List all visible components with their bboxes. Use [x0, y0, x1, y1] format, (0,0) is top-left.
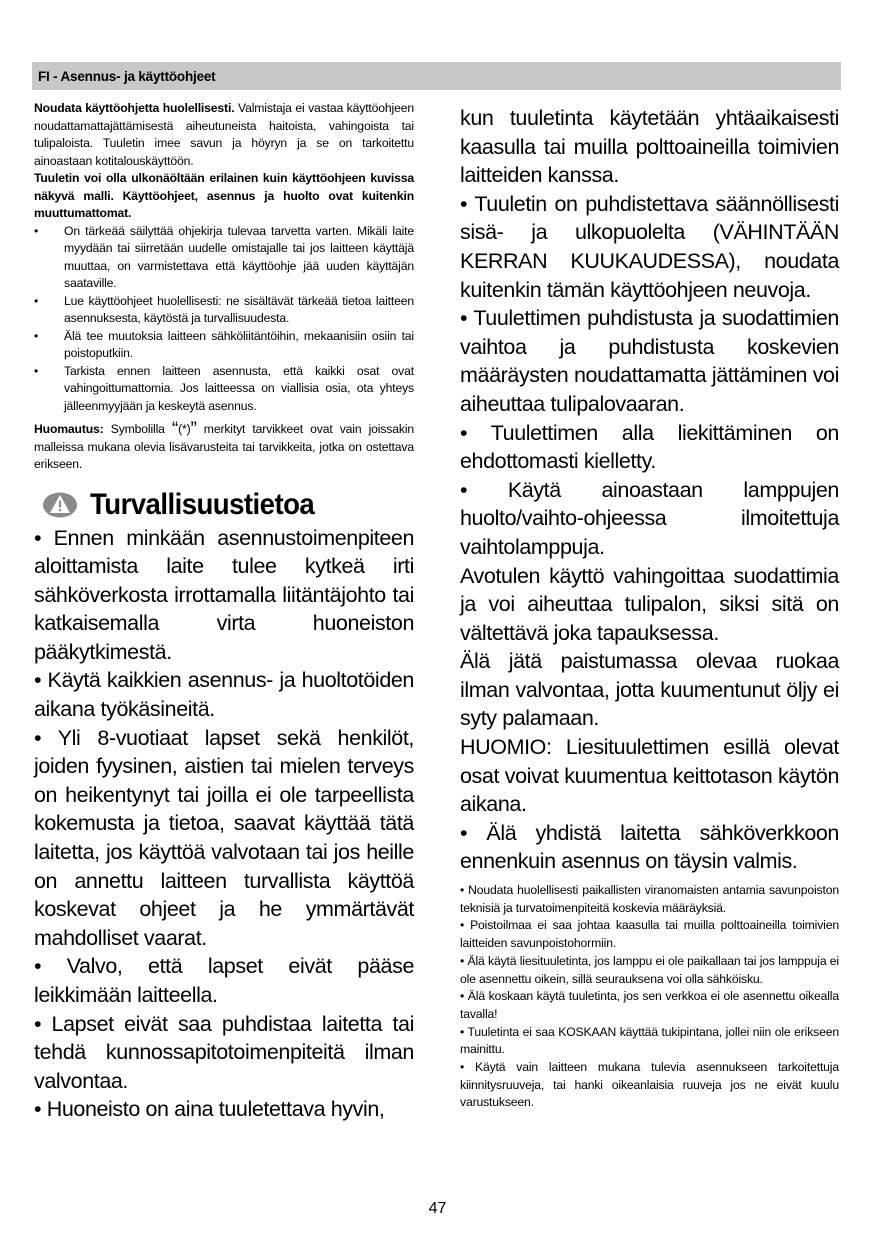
intro-paragraph-1: [34, 100, 414, 170]
note-paragraph: [34, 421, 414, 474]
small-safety-item: • Noudata huolellisesti paikallisten viranomaisten antamia savunpoiston teknisiä ja turvatoimenpiteitä koskevia määräyksiä.: [460, 883, 839, 915]
intro-bullet: [34, 328, 414, 363]
note-quote-close: ”: [190, 419, 197, 440]
safety-paragraph: Älä jätä paistumassa olevaa ruokaa ilman valvontaa, jotta kuumentunut öljy ei syty palamaan.: [460, 649, 839, 731]
small-safety-item: • Älä koskaan käytä tuuletinta, jos sen verkkoa ei ole asennettu oikealla tavalla!: [460, 989, 839, 1021]
safety-paragraph: kun tuuletinta käytetään yhtäaikaisesti kaasulla tai muilla polttoaineilla toimivien laitteiden kanssa.: [460, 106, 839, 188]
intro-p1-bold: Noudata käyttöohjetta huolellisesti.: [34, 101, 235, 115]
intro-paragraph-2: [34, 170, 414, 223]
intro-bullet-text: Tarkista ennen laitteen asennusta, että kaikki osat ovat vahingoittumattomia. Jos laitteessa on viallisia osia, ota yhteys jälleenmyyjään ja keskeytä asennus.: [64, 363, 414, 413]
right-column: [460, 104, 839, 1112]
small-safety-item: • Älä käytä liesituuletinta, jos lamppu ei ole paikallaan tai jos lamppuja ei ole asennettu oikein, sillä seurauksena voi olla sähköisku.: [460, 953, 839, 986]
safety-paragraph: • Tuuletin on puhdistettava säännöllisesti sisä- ja ulkopuolelta (VÄHINTÄÄN KERRAN KUUKAUDESSA), noudata kuitenkin tämän käyttöohjeen neuvoja.: [460, 191, 839, 302]
safety-paragraph: • Tuulettimen puhdistusta ja suodattimien vaihtoa ja puhdistusta koskevien määräysten noudattamatta jättäminen voi aiheuttaa tulipalovaaran.: [460, 306, 839, 416]
section-header: [32, 62, 841, 90]
safety-paragraph: • Ennen minkään asennustoimenpiteen aloittamista laite tulee kytkeä irti sähköverkosta irrottamalla liitäntäjohto tai katkaisemalla virta huoneiston pääkytkimestä.: [34, 525, 414, 664]
safety-paragraph: • Tuulettimen alla liekittäminen on ehdottomasti kielletty.: [460, 420, 839, 474]
note-pre: Symbolilla: [103, 422, 172, 436]
safety-paragraph: Avotulen käyttö vahingoittaa suodattimia ja voi aiheuttaa tulipalon, siksi sitä on vältettävä joka tapauksessa.: [460, 563, 839, 645]
section-header-title: FI - Asennus- ja käyttöohjeet: [38, 69, 216, 84]
page-number: 47: [428, 1200, 447, 1217]
intro-bullet-text: Älä tee muutoksia laitteen sähköliitäntöihin, mekaanisiin osiin tai poistoputkiin.: [64, 328, 414, 360]
intro-bullet: [34, 223, 414, 293]
small-safety-item: • Tuuletinta ei saa KOSKAAN käyttää tukipintana, jollei niin ole erikseen mainittu.: [460, 1024, 839, 1057]
left-column: [34, 100, 414, 1124]
safety-paragraph: • Älä yhdistä laitetta sähköverkkoon ennenkuin asennus on täysin valmis.: [460, 820, 839, 874]
note-symbol: (*): [178, 422, 191, 436]
intro-block: [34, 100, 414, 223]
note-block: [34, 421, 414, 474]
intro-bullet-text: Lue käyttöohjeet huolellisesti: ne sisältävät tärkeää tietoa laitteen asennuksesta, käytöstä ja turvallisuudesta.: [64, 293, 414, 325]
safety-paragraph: • Käytä ainoastaan lamppujen huolto/vaihto-ohjeessa ilmoitettuja vaihtolamppuja.: [460, 477, 839, 559]
small-safety-item: • Käytä vain laitteen mukana tulevia asennukseen tarkoitettuja kiinnitysruuveja, tai hanki oikeanlaisia ruuveja jos ne eivät kuulu varustukseen.: [460, 1060, 839, 1110]
intro-bullet: [34, 363, 414, 416]
safety-paragraph: • Käytä kaikkien asennus- ja huoltotöiden aikana työkäsineitä.: [34, 668, 414, 722]
warning-icon: [42, 491, 78, 519]
small-safety-item: • Poistoilmaa ei saa johtaa kaasulla tai muilla polttoaineilla toimivien laitteiden savunpoistohormiin.: [460, 918, 839, 951]
safety-paragraph: • Valvo, että lapset eivät pääse leikkimään laitteella.: [34, 954, 414, 1007]
safety-left-text: [34, 524, 414, 1124]
note-quote-open: “: [171, 419, 179, 440]
safety-paragraph: HUOMIO: Liesituulettimen esillä olevat osat voivat kuumentua keittotason käytön aikana.: [460, 735, 839, 817]
intro-bullet: [34, 293, 414, 328]
safety-paragraph: • Lapset eivät saa puhdistaa laitetta tai tehdä kunnossapitotoimenpiteitä ilman valvontaa.: [34, 1011, 414, 1093]
safety-right-text: [460, 104, 839, 876]
bullet-mark: •: [34, 363, 39, 378]
intro-p1-text: Valmistaja ei vastaa käyttöohjeen noudattamattajättämisestä aiheutuneista haitoista, vahingoista tai tulipaloista. Tuuletin imee savun ja höyryn ja se on tarkoitettu ainoastaan kotitalouskäyttöön.: [34, 101, 414, 168]
note-post: merkityt tarvikkeet ovat vain joissakin malleissa mukana olevia lisävarusteita tai tarvikkeita, jotka on ostettava erikseen.: [34, 422, 415, 471]
safety-heading: [34, 488, 414, 522]
safety-right-small-text: [460, 882, 839, 1112]
bullet-mark: •: [34, 293, 39, 308]
safety-paragraph: • Huoneisto on aina tuuletettava hyvin,: [34, 1097, 385, 1122]
intro-p2-bold: Tuuletin voi olla ulkonäöltään erilainen kuin käyttöohjeen kuvissa näkyvä malli. Käyttöohjeet, asennus ja huolto ovat kuitenkin muuttumattomat.: [34, 171, 414, 220]
bullet-mark: •: [34, 223, 39, 238]
note-bold: Huomautus:: [34, 422, 104, 436]
intro-bullet-text: On tärkeää säilyttää ohjekirja tulevaa tarvetta varten. Mikäli laite myydään tai siirretään uudelle omistajalle tai jos laitteen käyttäjä muuttaa, on varmistettava että käyttöohje jää uuden käyttäjän saataville.: [64, 223, 414, 290]
bullet-mark: •: [34, 328, 39, 343]
safety-title: Turvallisuustietoa: [90, 487, 315, 521]
safety-paragraph: • Yli 8-vuotiaat lapset sekä henkilöt, joiden fyysinen, aistien tai mielen terveys on heikentynyt tai joilla ei ole tarpeellista kokemusta ja tietoa, saavat käyttää tätä laitetta, jos käyttöä valvotaan tai jos heille on annettu laitteen turvallista käyttöä koskevat ohjeet ja he ymmärtävät mahdolliset vaarat.: [34, 725, 414, 950]
